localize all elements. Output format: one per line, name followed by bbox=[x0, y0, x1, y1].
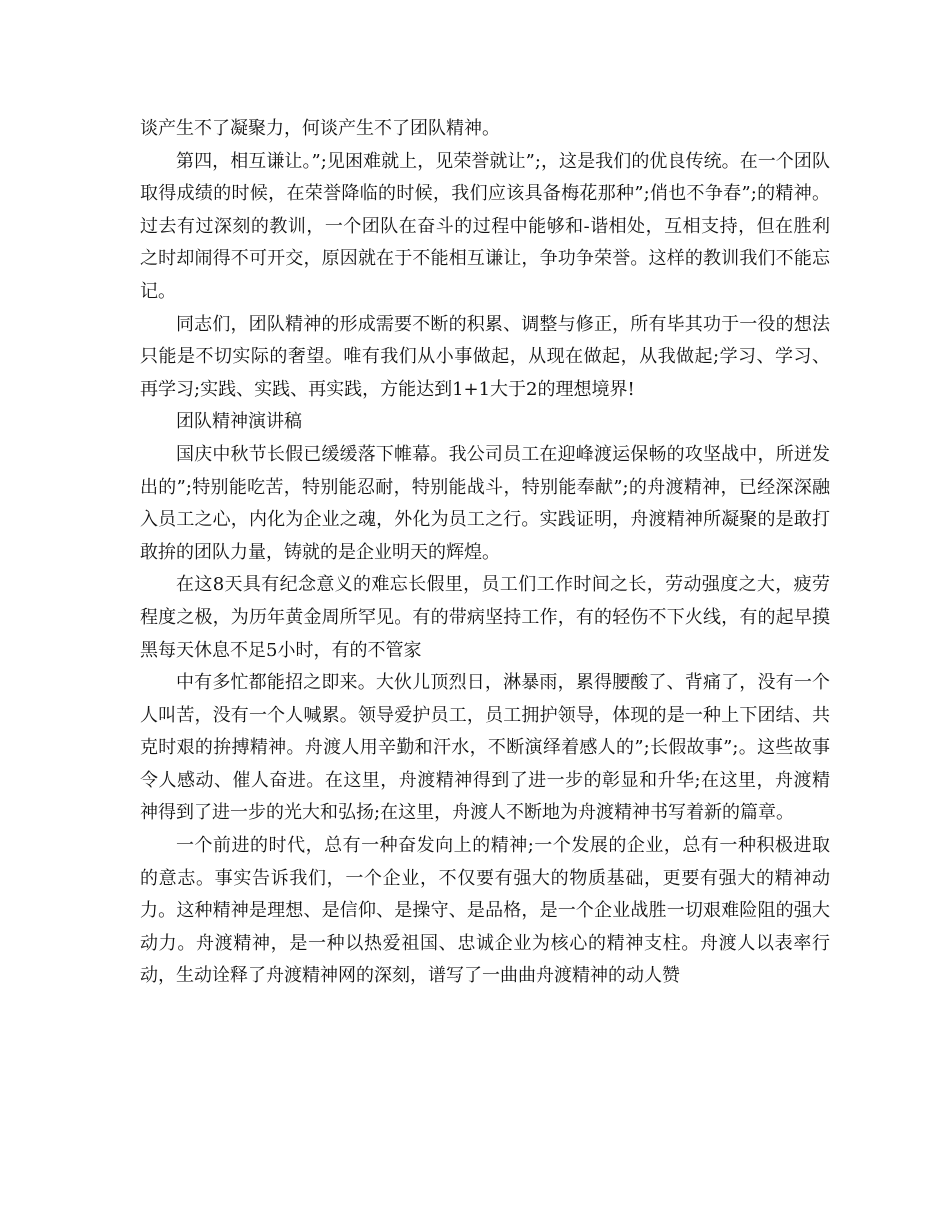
paragraph-7: 中有多忙都能招之即来。大伙儿顶烈日，淋暴雨，累得腰酸了、背痛了，没有一个人叫苦，没有一个人喊累。领导爱护员工，员工拥护领导，体现的是一种上下团结、共克时艰的拚搏精神。舟渡人用辛勤和汗水，不断演绎着感人的”;长假故事”;。这些故事令人感动、催人奋进。在这里，舟渡精神得到了进一步的彰显和升华;在这里，舟渡精神得到了进一步的光大和弘扬;在这里，舟渡人不断地为舟渡精神书写着新的篇章。 bbox=[140, 672, 830, 824]
paragraph-6: 在这8天具有纪念意义的难忘长假里，员工们工作时间之长，劳动强度之大，疲劳程度之极，为历年黄金周所罕见。有的带病坚持工作，有的轻伤不下火线，有的起早摸黑每天休息不足5小时，有的不管家 bbox=[140, 574, 830, 661]
paragraph-3: 同志们，团队精神的形成需要不断的积累、调整与修正，所有毕其功于一役的想法只能是不切实际的奢望。唯有我们从小事做起，从现在做起，从我做起;学习、学习、再学习;实践、实践、再实践，方能达到1+1大于2的理想境界! bbox=[140, 313, 830, 400]
paragraph-1: 谈产生不了凝聚力，何谈产生不了团队精神。 bbox=[140, 118, 500, 139]
section-heading: 团队精神演讲稿 bbox=[176, 411, 302, 433]
paragraph-5: 国庆中秋节长假已缓缓落下帷幕。我公司员工在迎峰渡运保畅的攻坚战中，所迸发出的”;特别能吃苦，特别能忍耐，特别能战斗，特别能奉献”;的舟渡精神，已经深深融入员工之心，内化为企业之魂，外化为员工之行。实践证明，舟渡精神所凝聚的是敢打敢拚的团队力量，铸就的是企业明天的辉煌。 bbox=[140, 443, 830, 563]
paragraph-2: 第四，相互谦让。”;见困难就上，见荣誉就让”;，这是我们的优良传统。在一个团队取得成绩的时候，在荣誉降临的时候，我们应该具备梅花那种”;俏也不争春”;的精神。过去有过深刻的教训，一个团队在奋斗的过程中能够和-谐相处，互相支持，但在胜利之时却闹得不可开交，原因就在于不能相互谦让，争功争荣誉。这样的教训我们不能忘记。 bbox=[140, 150, 830, 302]
paragraph-8: 一个前进的时代，总有一种奋发向上的精神;一个发展的企业，总有一种积极进取的意志。事实告诉我们，一个企业，不仅要有强大的物质基础，更要有强大的精神动力。这种精神是理想、是信仰、是操守、是品格，是一个企业战胜一切艰难险阻的强大动力。舟渡精神，是一种以热爱祖国、忠诚企业为核心的精神支柱。舟渡人以表率行动，生动诠释了舟渡精神网的深刻，谱写了一曲曲舟渡精神的动人赞 bbox=[140, 835, 830, 987]
document-body bbox=[140, 113, 830, 993]
